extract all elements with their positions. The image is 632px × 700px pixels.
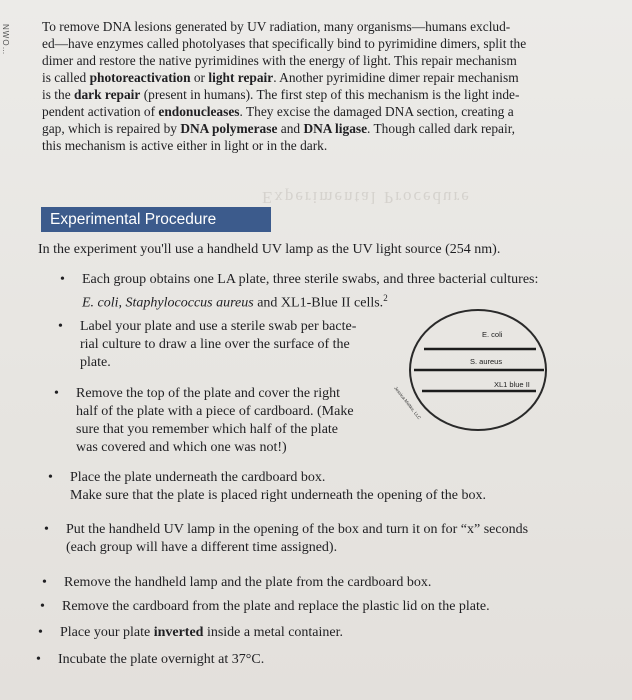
procedure-step — [40, 598, 602, 616]
intro-line: dimer and restore the native pyrimidines with the energy of light. This repair mechanism — [42, 53, 517, 68]
intro-line: this mechanism is active either in light or in the dark. — [42, 138, 328, 153]
bleed-through-text: Experimental Procedure — [262, 188, 471, 207]
step-line: sure that you remember which half of the plate — [76, 422, 339, 437]
bullet-dot: • — [48, 470, 53, 485]
procedure-step — [42, 574, 604, 592]
step-line: (each group will have a different time assigned). — [66, 540, 338, 555]
label-xl1: XL1 blue II — [494, 380, 530, 389]
bullet-dot: • — [36, 652, 41, 667]
bullet-dot: • — [54, 386, 59, 401]
label-ecoli: E. coli — [482, 330, 503, 339]
intro-text: gap, which is repaired by — [42, 121, 181, 136]
intro-text: or — [190, 70, 209, 85]
step-line: Remove the cardboard from the plate and replace the plastic lid on the plate. — [62, 599, 490, 614]
step-line: was covered and which one was not!) — [76, 440, 287, 455]
bullet-dot: • — [42, 575, 47, 590]
label-saureus: S. aureus — [470, 357, 503, 366]
step-line: Make sure that the plate is placed right underneath the opening of the box. — [70, 488, 486, 503]
step-line: Remove the top of the plate and cover the right — [76, 386, 340, 401]
organism-names: E. coli, Staphylococcus aureus — [82, 295, 254, 311]
bullet-dot: • — [58, 319, 63, 334]
intro-text: pendent activation of — [42, 104, 159, 119]
step-line: Incubate the plate overnight at 37°C. — [58, 652, 265, 667]
intro-text: (present in humans). The first step of this mechanism is the light inde- — [140, 87, 520, 102]
bullet-dot: • — [44, 522, 49, 537]
step-line: Remove the handheld lamp and the plate from the cardboard box. — [64, 575, 432, 590]
procedure-lead: In the experiment you'll use a handheld UV lamp as the UV light source (254 nm). — [38, 242, 501, 257]
step-line: plate. — [80, 355, 111, 370]
term-light-repair: light repair — [208, 70, 274, 85]
bullet-dot: • — [60, 272, 65, 287]
procedure-step — [44, 521, 616, 557]
section-header: Experimental Procedure — [41, 207, 271, 232]
procedure-step — [58, 318, 390, 372]
term-photoreactivation: photoreactivation — [89, 70, 191, 85]
step-line: Put the handheld UV lamp in the opening of the box and turn it on for “x” seconds — [66, 522, 529, 537]
step-line: Label your plate and use a sterile swab per bacte- — [80, 319, 357, 334]
page-edge-tab: NWO… — [1, 24, 10, 56]
intro-text: . Another pyrimidine dimer repair mechanism — [273, 70, 519, 85]
bullet-dot: • — [40, 599, 45, 614]
term-dna-ligase: DNA ligase — [303, 121, 368, 136]
step-text: Place your plate — [60, 625, 154, 640]
step-text: inside a metal container. — [203, 625, 344, 640]
term-dark-repair: dark repair — [74, 87, 141, 102]
step-line: Each group obtains one LA plate, three sterile swabs, and three bacterial cultures: — [82, 272, 539, 287]
intro-text: is called — [42, 70, 90, 85]
procedure-step — [54, 385, 386, 457]
intro-line: To remove DNA lesions generated by UV radiation, many organisms—humans exclud- — [42, 19, 511, 34]
step-line: Place the plate underneath the cardboard box. — [70, 470, 326, 485]
step-line: half of the plate with a piece of cardboard. (Make — [76, 404, 354, 419]
term-dna-polymerase: DNA polymerase — [180, 121, 278, 136]
intro-line: ed—have enzymes called photolyases that specifically bind to pyrimidine dimers, split the — [42, 36, 527, 51]
intro-text: . Though called dark repair, — [367, 121, 515, 136]
step-line: rial culture to draw a line over the surface of the — [80, 337, 350, 352]
figure-credit: Jessica Moltke, LLC — [393, 385, 422, 421]
procedure-step — [36, 651, 598, 669]
intro-paragraph — [42, 18, 582, 154]
bullet-dot: • — [38, 625, 43, 640]
term-endonucleases: endonucleases — [158, 104, 240, 119]
intro-text: is the — [42, 87, 74, 102]
footnote-ref: 2 — [383, 293, 388, 303]
intro-text: . They excise the damaged DNA section, creating a — [239, 104, 514, 119]
petri-dish-figure — [386, 304, 554, 444]
procedure-step — [48, 469, 600, 505]
step-text: and XL1-Blue II cells. — [253, 295, 384, 311]
term-inverted: inverted — [153, 625, 204, 640]
procedure-step — [38, 624, 600, 642]
intro-text: and — [277, 121, 304, 136]
